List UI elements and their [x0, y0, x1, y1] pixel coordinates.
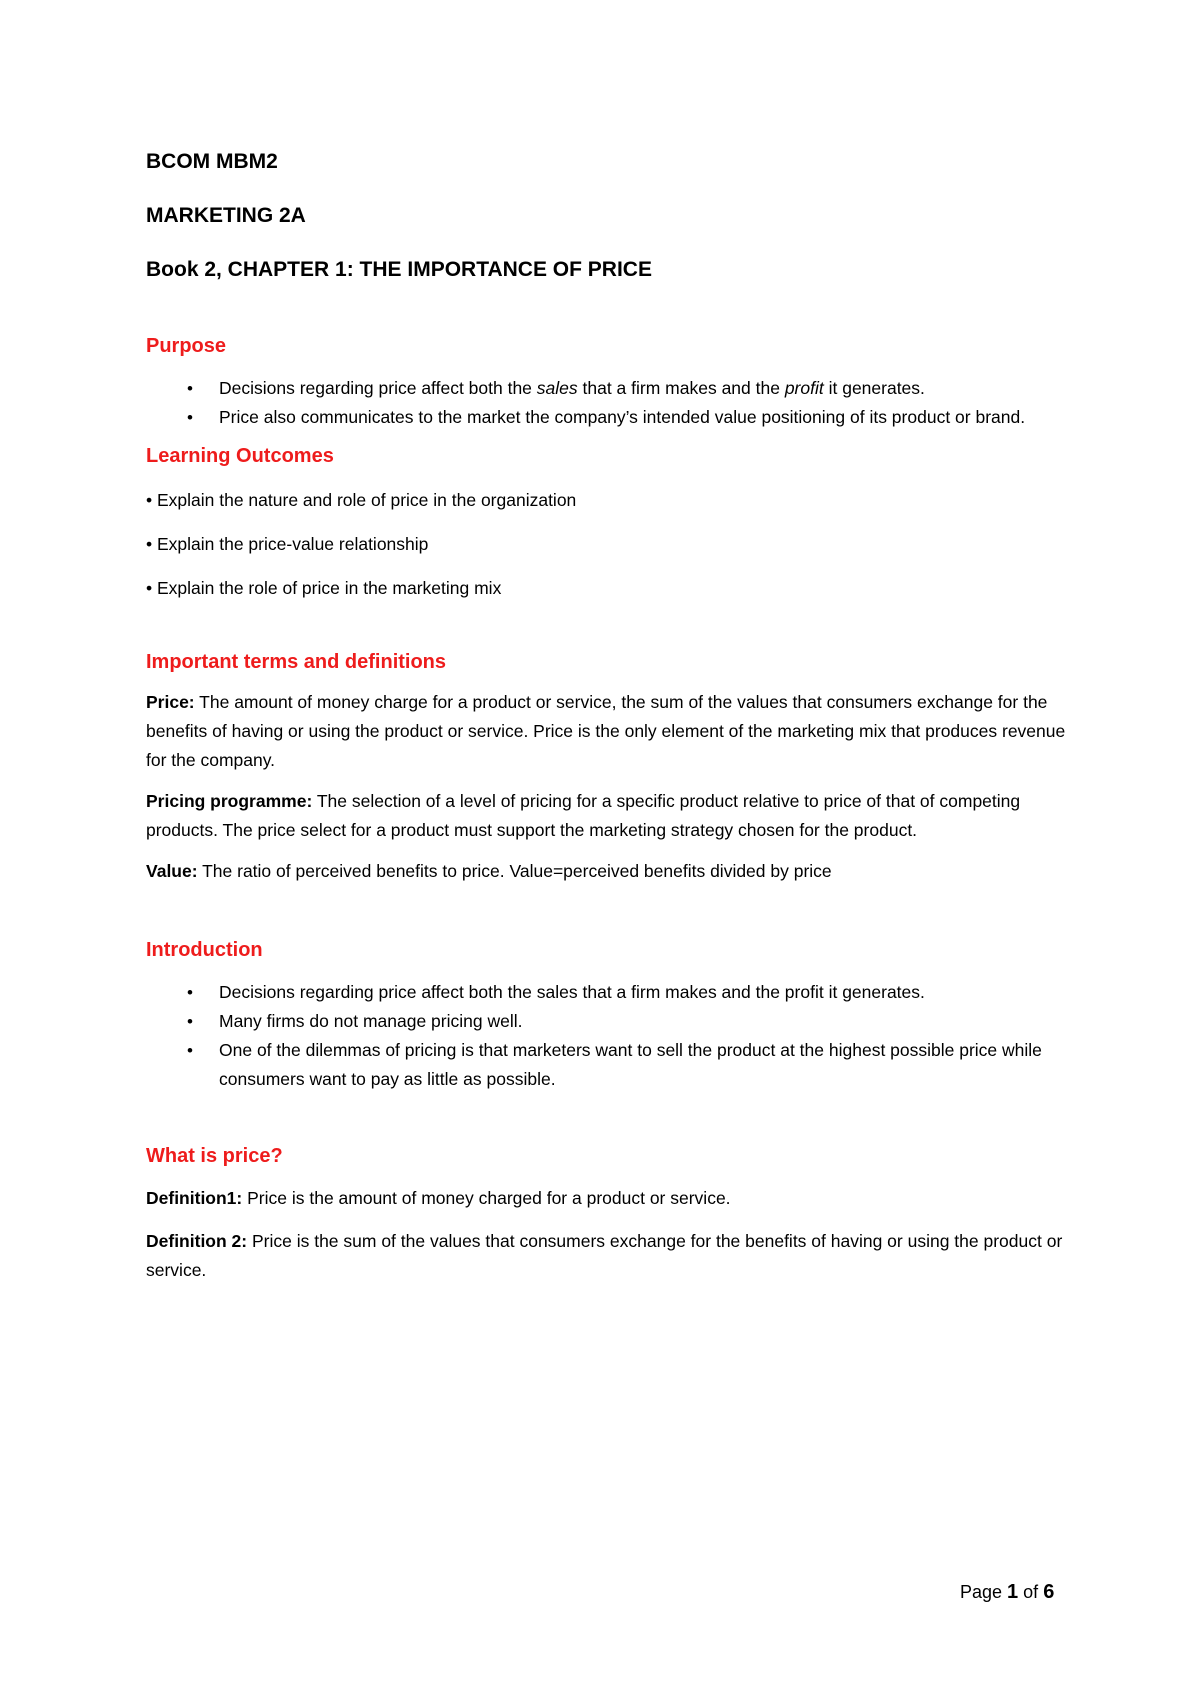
list-item: • Decisions regarding price affect both the sales that a firm makes and the profit it generates.	[146, 978, 1066, 1007]
list-item: • One of the dilemmas of pricing is that marketers want to sell the product at the highest possible price while consumers want to pay as little as possible.	[146, 1036, 1066, 1094]
list-item: • Many firms do not manage pricing well.	[146, 1007, 1066, 1036]
bullet-icon: •	[187, 1012, 193, 1031]
term-label: Price:	[146, 692, 195, 712]
pricing-programme-definition: Pricing programme: The selection of a level of pricing for a specific product relative to price of that of competing products. The price select for a product must support the marketing strategy chosen for the product.	[146, 791, 1021, 840]
page-label: Page	[960, 1582, 1008, 1602]
term-label: Pricing programme:	[146, 791, 313, 811]
introduction-list	[146, 978, 1066, 1094]
term-label: Definition 2:	[146, 1231, 248, 1251]
course-code: BCOM MBM2	[146, 150, 278, 173]
module-title: MARKETING 2A	[146, 204, 306, 227]
term-label: Value:	[146, 861, 198, 881]
value-definition: Value: The ratio of perceived benefits to price. Value=perceived benefits divided by price	[146, 861, 832, 881]
term-label: Definition1:	[146, 1188, 243, 1208]
terms-heading: Important terms and definitions	[146, 651, 447, 673]
page-footer	[960, 1580, 1054, 1604]
bullet-icon: •	[187, 983, 193, 1002]
chapter-title: Book 2, CHAPTER 1: THE IMPORTANCE OF PRICE	[146, 258, 652, 281]
price-definition: Price: The amount of money charge for a product or service, the sum of the values that consumers exchange for the benefits of having or using the product or service. Price is the only element of the marketing mix that produces revenue for the company.	[146, 692, 1066, 770]
learning-outcome-item: • Explain the nature and role of price in the organization	[146, 490, 577, 510]
list-item: • Price also communicates to the market the company’s intended value positioning of its product or brand.	[146, 403, 1066, 432]
learning-outcomes-heading: Learning Outcomes	[146, 445, 334, 467]
page-content	[146, 150, 1066, 1285]
bullet-icon: •	[187, 379, 193, 398]
definition-2: Definition 2: Price is the sum of the values that consumers exchange for the benefits of having or using the product or service.	[146, 1231, 1063, 1280]
what-is-price-heading: What is price?	[146, 1145, 283, 1167]
current-page-number: 1	[1007, 1581, 1019, 1603]
purpose-list	[146, 374, 1066, 432]
total-pages-number: 6	[1043, 1581, 1055, 1603]
list-item: • Decisions regarding price affect both the sales that a firm makes and the profit it generates.	[146, 374, 1066, 403]
purpose-heading: Purpose	[146, 335, 227, 357]
bullet-icon: •	[187, 1041, 193, 1060]
introduction-heading: Introduction	[146, 939, 263, 961]
learning-outcome-item: • Explain the role of price in the marketing mix	[146, 578, 502, 598]
of-label: of	[1018, 1582, 1044, 1602]
definition-1: Definition1: Price is the amount of money charged for a product or service.	[146, 1188, 731, 1208]
bullet-icon: •	[187, 408, 193, 427]
learning-outcome-item: • Explain the price-value relationship	[146, 534, 429, 554]
